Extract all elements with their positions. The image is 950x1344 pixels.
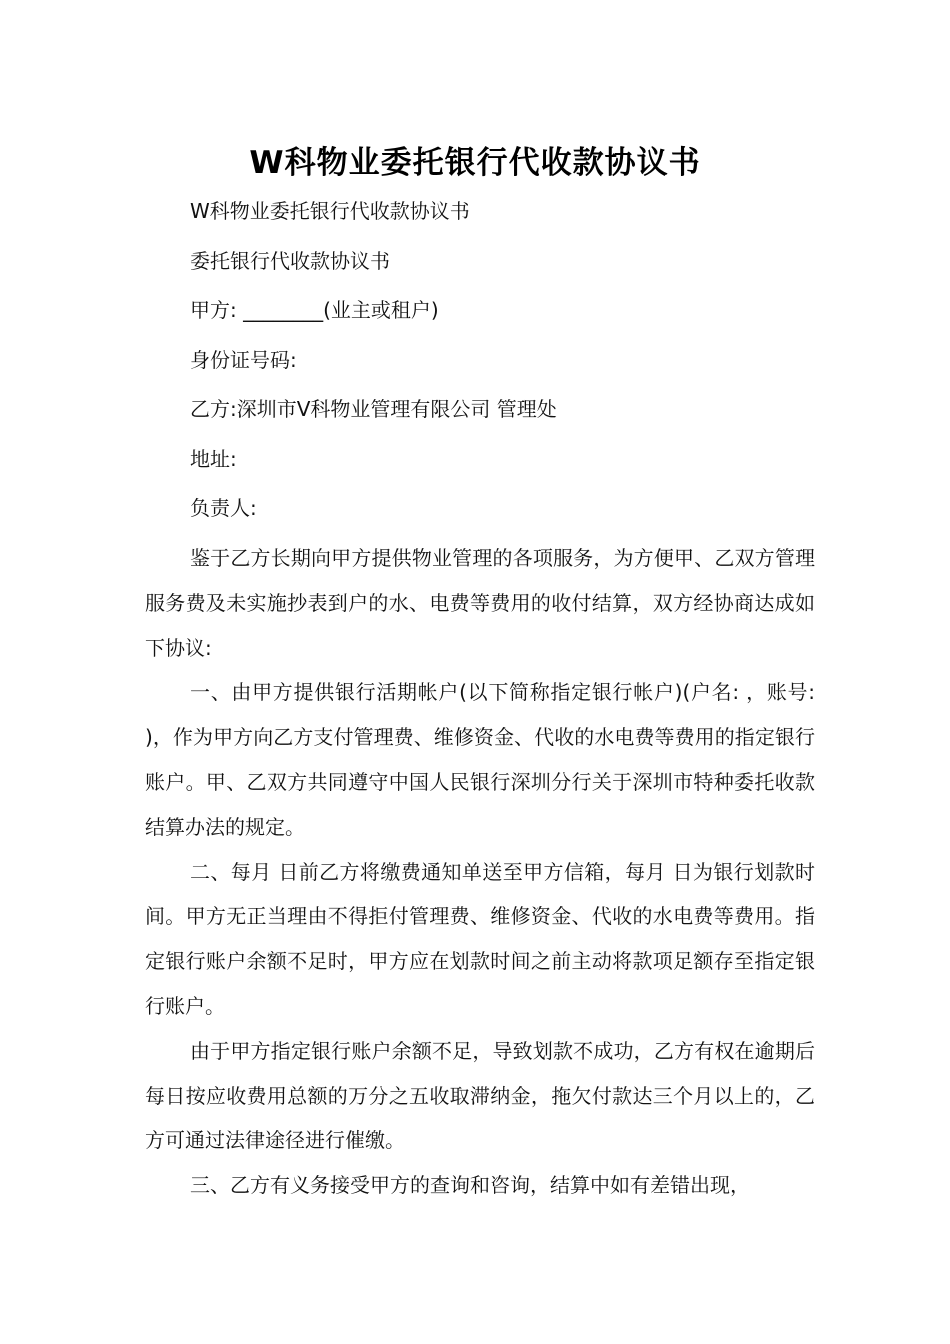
header-line-id-number: 身份证号码: (190, 347, 297, 372)
paragraph-late-fee: 由于甲方指定银行账户余额不足，导致划款不成功，乙方有权在逾期后每日按应收费用总额的万分之五收取滞纳金，拖欠付款达三个月以上的，乙方可通过法律途径进行催缴。 (145, 1038, 815, 1153)
header-line-repeat-title: W科物业委托银行代收款协议书 (190, 199, 470, 223)
paragraph-preamble: 鉴于乙方长期向甲方提供物业管理的各项服务，为方便甲、乙双方管理服务费及未实施抄表到户的水、电费等费用的收付结算，双方经协商达成如下协议: (145, 546, 815, 660)
header-line-person-in-charge: 负责人: (190, 496, 257, 520)
header-line-address: 地址: (190, 446, 237, 471)
paragraph-clause-1: 一、由甲方提供银行活期帐户(以下简称指定银行帐户)(户名: ，账号: )，作为甲方向乙方支付管理费、维修资金、代收的水电费等费用的指定银行账户。甲、乙双方共同遵守中国人民银行深圳分行关于深圳市特种委托收款结算办法的规定。 (145, 680, 815, 839)
paragraph-clause-3: 三、乙方有义务接受甲方的查询和咨询，结算中如有差错出现， (190, 1173, 750, 1198)
agreement-body (145, 536, 815, 1208)
document-title: W科物业委托银行代收款协议书 (249, 144, 701, 181)
header-line-party-b: 乙方:深圳市V科物业管理有限公司 管理处 (190, 397, 557, 421)
header-line-subtitle: 委托银行代收款协议书 (190, 248, 390, 273)
header-lines (190, 192, 557, 539)
paragraph-clause-2: 二、每月 日前乙方将缴费通知单送至甲方信箱，每月 日为银行划款时间。甲方无正当理由不得拒付管理费、维修资金、代收的水电费等费用。指定银行账户余额不足时，甲方应在划款时间之前主动将款项足额存至指定银行账户。 (145, 859, 815, 1018)
header-line-party-a: 甲方: ________(业主或租户) (190, 298, 439, 322)
